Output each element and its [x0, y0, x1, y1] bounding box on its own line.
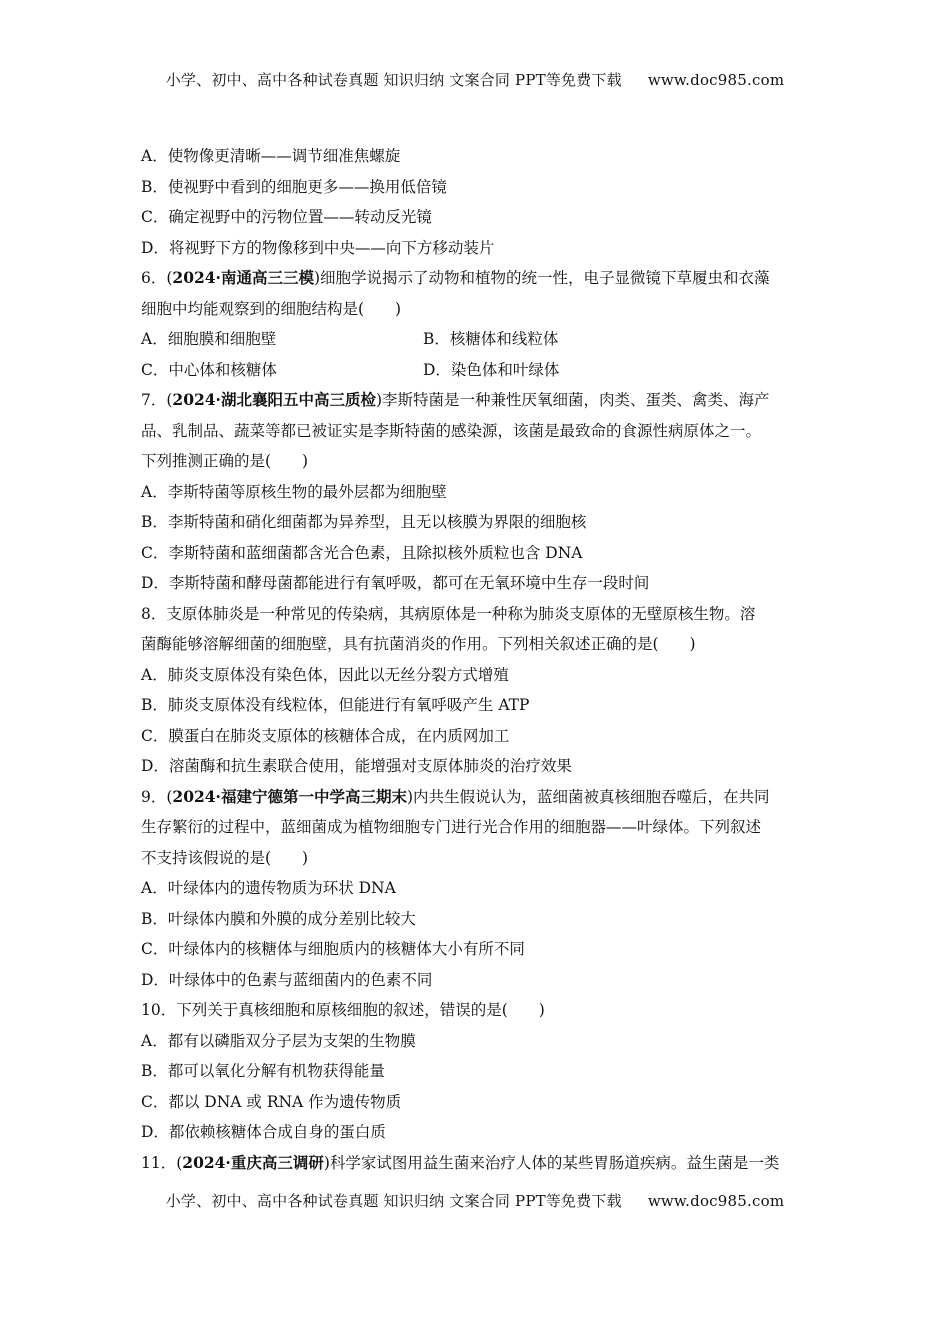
q8-option-c: C．膜蛋白在肺炎支原体的核糖体合成，在内质网加工 — [141, 726, 510, 745]
q11-stem-text: )科学家试图用益生菌来治疗人体的某些胃肠道疾病。益生菌是一类 — [323, 1153, 780, 1172]
q9-option-b: B．叶绿体内膜和外膜的成分差别比较大 — [141, 909, 416, 928]
q9-stem-line2: 生存繁衍的过程中，蓝细菌成为植物细胞专门进行光合作用的细胞器——叶绿体。下列叙述 — [141, 818, 762, 836]
q7-source: 2024·湖北襄阳五中高三质检 — [172, 390, 376, 409]
q5-option-d: D．将视野下方的物像移到中央——向下方移动装片 — [141, 238, 495, 257]
q6-stem-text: )细胞学说揭示了动物和植物的统一性，电子显微镜下草履虫和衣藻 — [313, 269, 770, 287]
q5-option-b: B．使视野中看到的细胞更多——换用低倍镜 — [141, 177, 447, 196]
q7-option-d: D．李斯特菌和酵母菌都能进行有氧呼吸，都可在无氧环境中生存一段时间 — [141, 574, 650, 592]
q7-option-b: B．李斯特菌和硝化细菌都为异养型，且无以核膜为界限的细胞核 — [141, 513, 587, 531]
q7-stem-line1 — [141, 385, 813, 416]
q10-option-d: D．都依赖核糖体合成自身的蛋白质 — [141, 1123, 386, 1141]
q6-options-row1 — [141, 324, 813, 355]
q7-number: 7．( — [141, 391, 173, 409]
q10-option-c: C．都以 DNA 或 RNA 作为遗传物质 — [141, 1092, 402, 1111]
q6-option-b: B．核糖体和线粒体 — [423, 330, 559, 348]
q9-stem-text: )内共生假说认为，蓝细菌被真核细胞吞噬后，在共同 — [406, 787, 770, 806]
header-text: 小学、初中、高中各种试卷真题 知识归纳 文案合同 PPT等免费下载 — [165, 71, 622, 89]
q9-number: 9．( — [141, 787, 173, 806]
q7-stem-text: )李斯特菌是一种兼性厌氧细菌，肉类、蛋类、禽类、海产 — [375, 391, 770, 409]
footer-text: 小学、初中、高中各种试卷真题 知识归纳 文案合同 PPT等免费下载 — [165, 1192, 622, 1210]
q6-options-row2 — [141, 355, 813, 386]
q10-option-a: A．都有以磷脂双分子层为支架的生物膜 — [141, 1031, 416, 1050]
q11-stem-line1 — [141, 1148, 813, 1179]
q8-option-b: B．肺炎支原体没有线粒体，但能进行有氧呼吸产生 ATP — [141, 696, 530, 714]
q7-stem-line3: 下列推测正确的是( ) — [141, 452, 309, 470]
q6-stem-line1 — [141, 263, 813, 294]
q6-source: 2024·南通高三三模 — [172, 268, 314, 287]
q11-number: 11．( — [141, 1153, 183, 1172]
footer-site: www.doc985.com — [647, 1192, 785, 1210]
q9-stem-line3: 不支持该假说的是( ) — [141, 848, 309, 867]
q8-stem-line2: 菌酶能够溶解细菌的细胞壁，具有抗菌消炎的作用。下列相关叙述正确的是( ) — [141, 635, 696, 653]
q9-option-a: A．叶绿体内的遗传物质为环状 DNA — [141, 879, 396, 897]
page-header — [0, 69, 950, 90]
q10-option-b: B．都可以氧化分解有机物获得能量 — [141, 1062, 385, 1080]
q6-stem-line2: 细胞中均能观察到的细胞结构是( ) — [141, 299, 402, 318]
exam-content — [141, 141, 813, 1178]
q6-number: 6．( — [141, 269, 173, 287]
q7-option-c: C．李斯特菌和蓝细菌都含光合色素，且除拟核外质粒也含 DNA — [141, 543, 583, 562]
q7-stem-line2: 品、乳制品、蔬菜等都已被证实是李斯特菌的感染源，该菌是最致命的食源性病原体之一。 — [141, 421, 762, 440]
header-site: www.doc985.com — [647, 71, 785, 89]
q11-source: 2024·重庆高三调研 — [182, 1152, 324, 1172]
q7-option-a: A．李斯特菌等原核生物的最外层都为细胞壁 — [141, 482, 447, 501]
q9-option-c: C．叶绿体内的核糖体与细胞质内的核糖体大小有所不同 — [141, 940, 525, 958]
q5-option-a: A．使物像更清晰——调节细准焦螺旋 — [141, 147, 401, 165]
q9-source: 2024·福建宁德第一中学高三期末 — [172, 786, 407, 806]
q6-option-a: A．细胞膜和细胞壁 — [141, 330, 277, 348]
q10-stem-line1: 10．下列关于真核细胞和原核细胞的叙述，错误的是( ) — [141, 1001, 545, 1019]
q8-option-a: A．肺炎支原体没有染色体，因此以无丝分裂方式增殖 — [141, 665, 509, 684]
q6-option-d: D．染色体和叶绿体 — [423, 360, 560, 379]
q9-option-d: D．叶绿体中的色素与蓝细菌内的色素不同 — [141, 970, 433, 989]
q8-option-d: D．溶菌酶和抗生素联合使用，能增强对支原体肺炎的治疗效果 — [141, 757, 572, 775]
page-footer — [0, 1190, 950, 1211]
q8-stem-line1: 8．支原体肺炎是一种常见的传染病，其病原体是一种称为肺炎支原体的无壁原核生物。溶 — [141, 604, 756, 623]
q9-stem-line1 — [141, 782, 813, 813]
q5-option-c: C．确定视野中的污物位置——转动反光镜 — [141, 208, 432, 226]
q6-option-c: C．中心体和核糖体 — [141, 360, 277, 379]
